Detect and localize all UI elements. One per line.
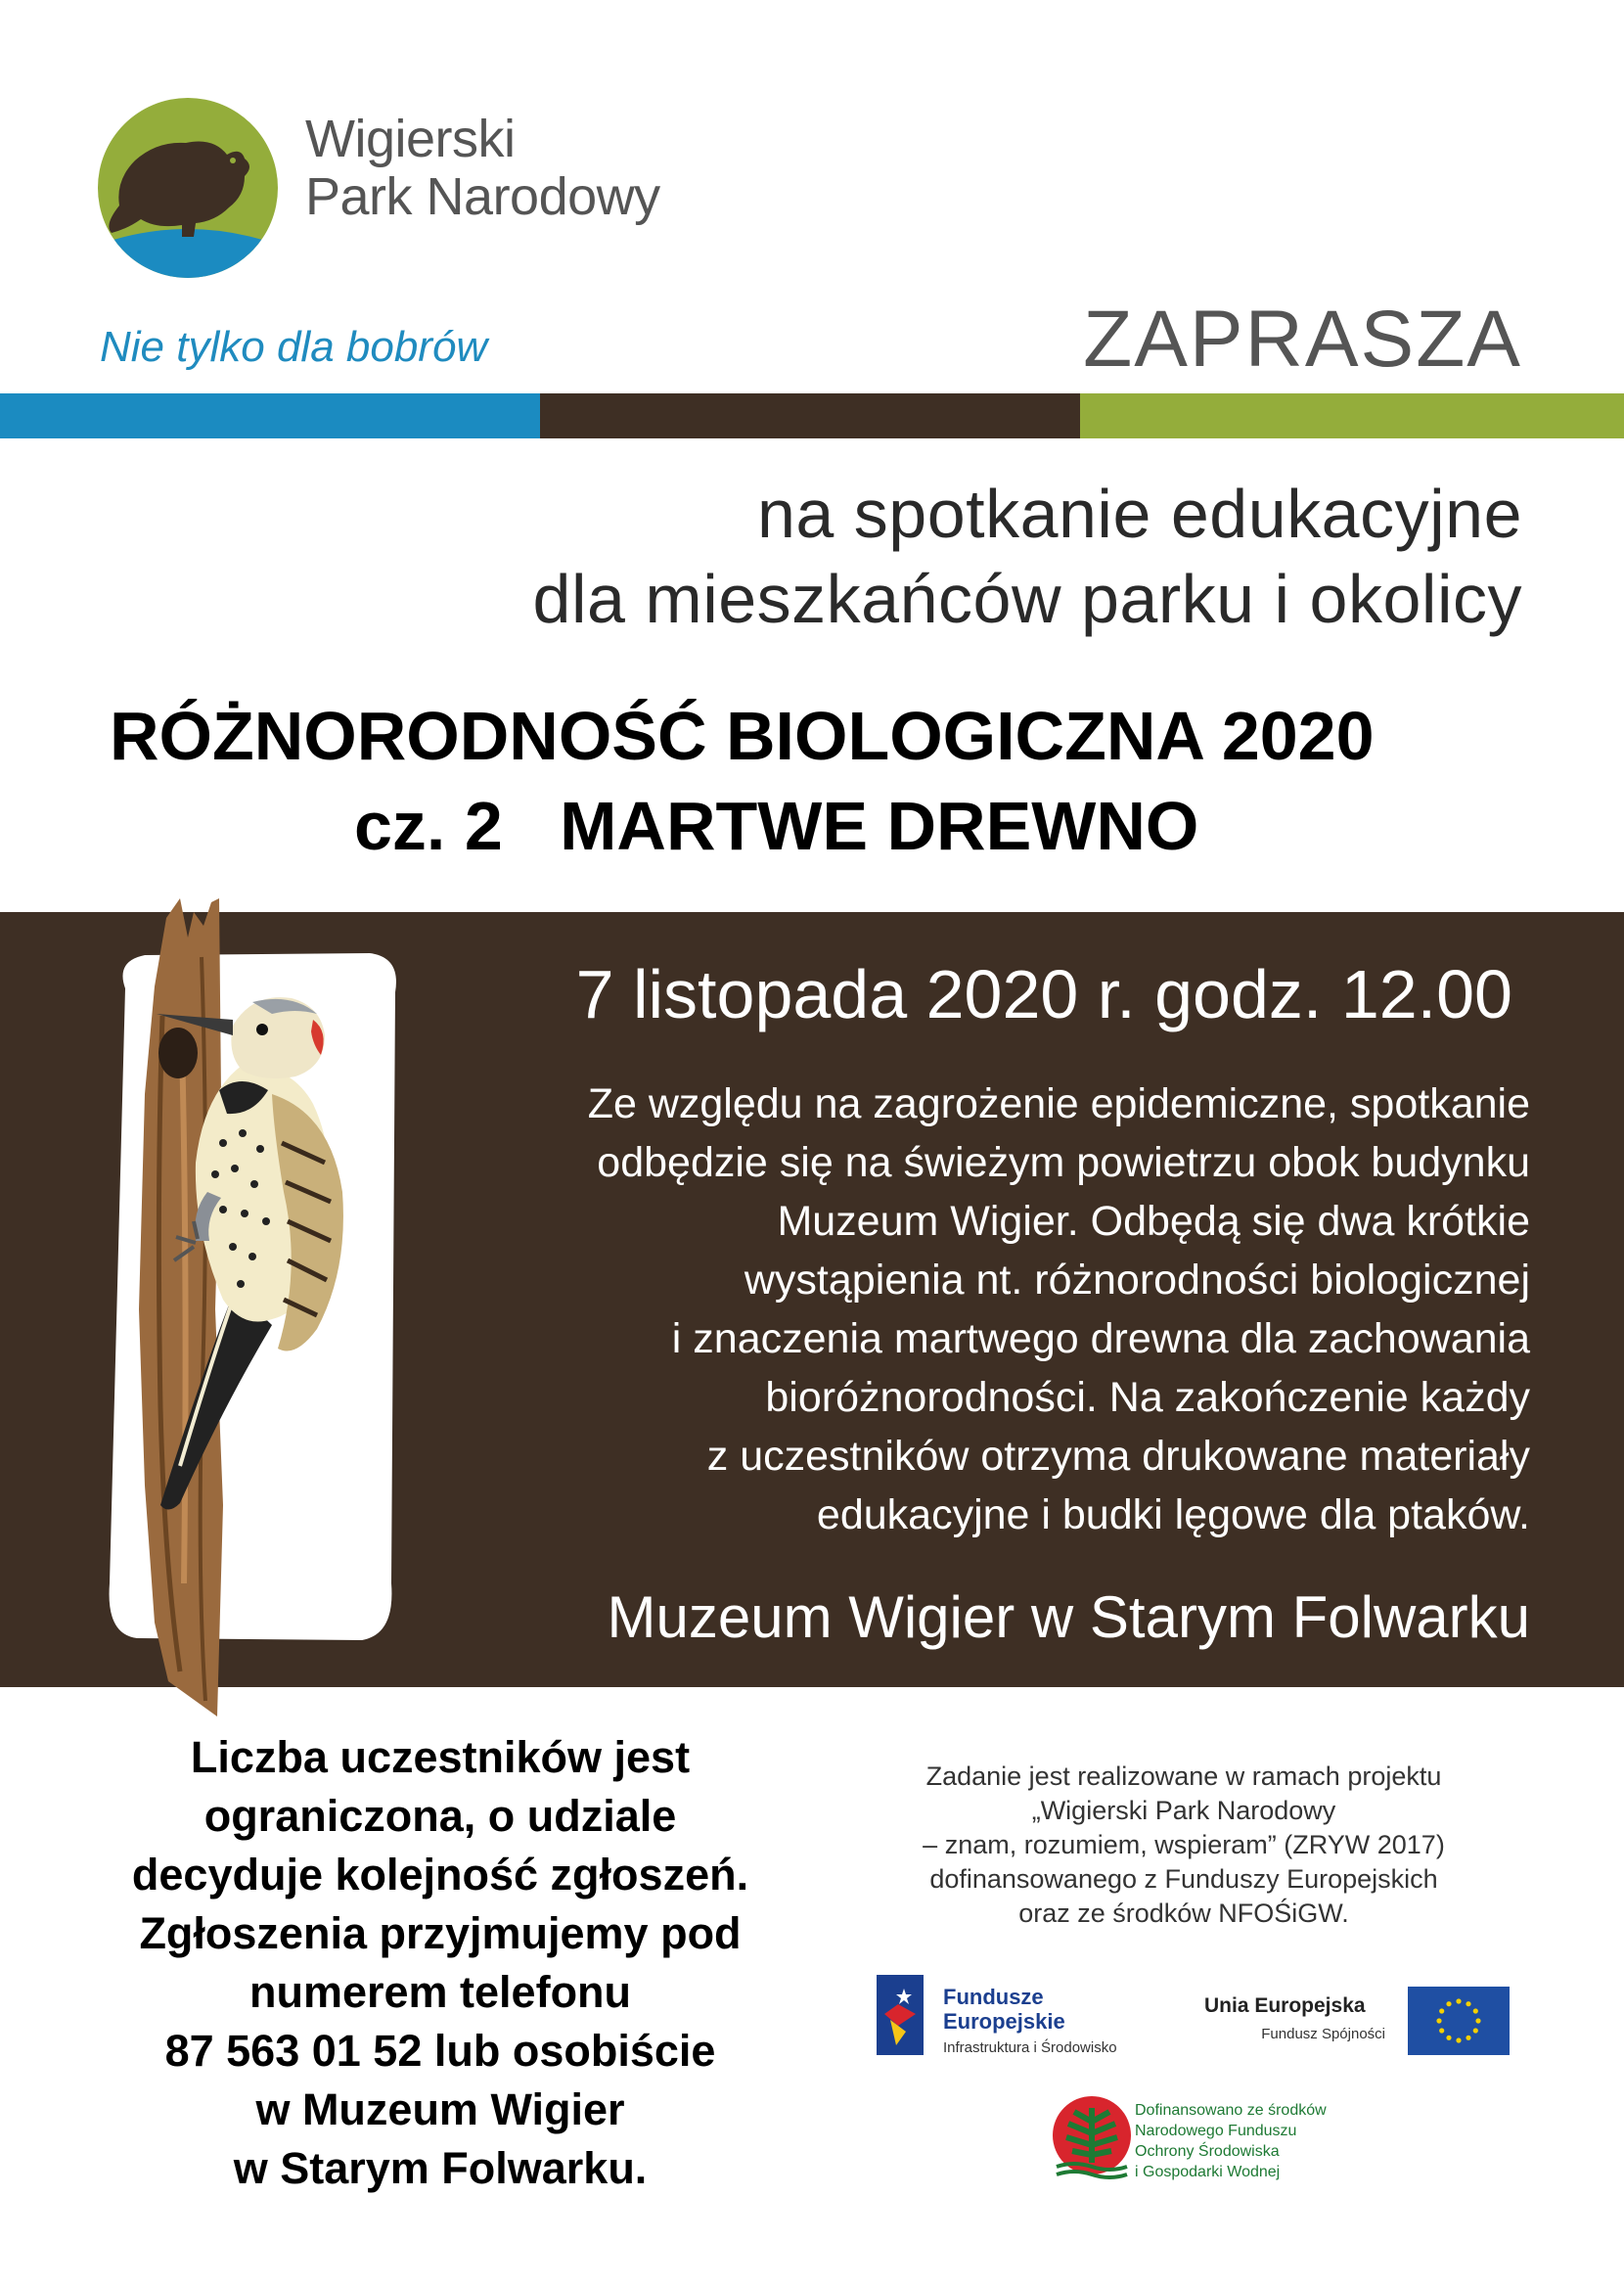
participants-info xyxy=(68,1728,812,2198)
participants-line: Zgłoszenia przyjmujemy pod xyxy=(139,1908,742,1958)
nf-line: Narodowego Funduszu xyxy=(1135,2123,1297,2139)
fe-line2: Europejskie xyxy=(943,2009,1065,2034)
project-line: Zadanie jest realizowane w ramach projektu xyxy=(925,1762,1442,1791)
nfosigw-logo-icon xyxy=(1045,2094,1139,2184)
title-line1: RÓŻNORODNOŚĆ BIOLOGICZNA 2020 xyxy=(110,698,1375,774)
eu-title: Unia Europejska xyxy=(1204,1994,1366,2017)
woodpecker-on-dead-tree-icon xyxy=(86,898,429,1716)
subtitle-line1: na spotkanie edukacyjne xyxy=(756,476,1522,552)
description-line: i znaczenia martwego drewna dla zachowania xyxy=(671,1315,1530,1362)
description-line: Muzeum Wigier. Odbędą się dwa krótkie xyxy=(777,1198,1530,1245)
project-line: „Wigierski Park Narodowy xyxy=(1031,1796,1336,1825)
fundusze-europejskie-logo-icon xyxy=(877,1975,924,2055)
eu-subtitle: Fundusz Spójności xyxy=(1261,2026,1385,2042)
fe-line1: Fundusze xyxy=(943,1985,1044,2009)
participants-line: w Starym Folwarku. xyxy=(233,2143,648,2193)
project-line: – znam, rozumiem, wspieram” (ZRYW 2017) xyxy=(923,1830,1445,1859)
eu-flag-icon xyxy=(1408,1987,1510,2055)
event-venue: Muzeum Wigier w Starym Folwarku xyxy=(607,1584,1530,1650)
project-line: oraz ze środków NFOŚiGW. xyxy=(1018,1899,1349,1928)
invite-heading: ZAPRASZA xyxy=(1083,295,1522,384)
participants-line: 87 563 01 52 lub osobiście xyxy=(164,2026,716,2076)
description-line: z uczestników otrzyma drukowane materiały xyxy=(706,1433,1530,1480)
description-line: Ze względu na zagrożenie epidemiczne, spotkanie xyxy=(587,1080,1530,1127)
nf-line: Ochrony Środowiska xyxy=(1135,2143,1280,2160)
participants-line: numerem telefonu xyxy=(248,1967,632,2017)
beaver-logo-icon xyxy=(98,98,278,278)
participants-line: ograniczona, o udziale xyxy=(203,1791,677,1841)
title-line2: cz. 2 MARTWE DREWNO xyxy=(354,788,1199,864)
participants-line: Liczba uczestników jest xyxy=(190,1732,691,1782)
stripe-brown xyxy=(540,393,1080,438)
stripe-blue xyxy=(0,393,540,438)
description-line: edukacyjne i budki lęgowe dla ptaków. xyxy=(816,1491,1530,1538)
participants-line: w Muzeum Wigier xyxy=(255,2084,625,2134)
park-name-line2: Park Narodowy xyxy=(305,167,660,226)
project-info xyxy=(832,1760,1536,1931)
event-date: 7 listopada 2020 r. godz. 12.00 xyxy=(575,956,1512,1032)
description-line: odbędzie się na świeżym powietrzu obok budynku xyxy=(597,1139,1530,1186)
nf-line: Dofinansowano ze środków xyxy=(1135,2102,1327,2119)
park-name-line1: Wigierski xyxy=(305,110,516,168)
description-line: bioróżnorodności. Na zakończenie każdy xyxy=(765,1374,1530,1421)
fe-line3: Infrastruktura i Środowisko xyxy=(943,2039,1117,2056)
stripe-green xyxy=(1080,393,1624,438)
subtitle-line2: dla mieszkańców parku i okolicy xyxy=(532,561,1522,637)
nfosigw-text xyxy=(1135,2100,1327,2182)
project-line: dofinansowanego z Funduszy Europejskich xyxy=(929,1864,1438,1894)
description-line: wystąpienia nt. różnorodności biologicznej xyxy=(744,1257,1530,1304)
participants-line: decyduje kolejność zgłoszeń. xyxy=(131,1850,749,1899)
event-description xyxy=(405,1075,1530,1544)
slogan: Nie tylko dla bobrów xyxy=(100,323,488,371)
nf-line: i Gospodarki Wodnej xyxy=(1135,2164,1281,2180)
